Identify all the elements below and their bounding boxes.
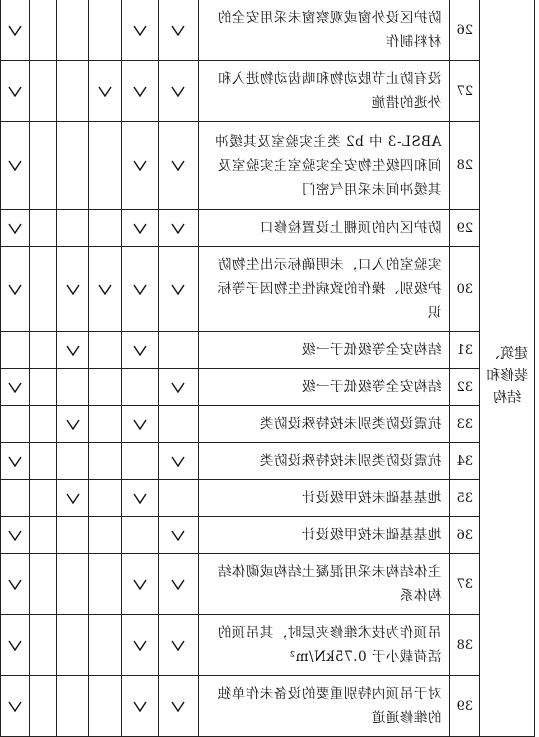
level-check-cell [1,247,30,332]
checkmark-icon [8,283,22,295]
table-row [1,443,535,480]
checkmark-icon [172,639,186,651]
table-row [1,517,535,554]
level-check-cell [89,247,122,332]
table-row [1,554,535,615]
level-check-cell [56,369,89,406]
checkmark-icon [8,578,22,590]
level-check-cell [56,554,89,615]
level-check-cell [122,615,159,676]
level-check-cell [56,443,89,480]
level-check-cell [29,210,56,247]
item-number: 35 [450,480,480,517]
checkmark-icon [8,159,22,171]
level-check-cell [159,406,199,443]
category-label: 装修和 [486,368,529,384]
level-check-cell [89,480,122,517]
level-check-cell [29,554,56,615]
level-check-cell [89,615,122,676]
level-check-cell [89,122,122,210]
level-check-cell [1,406,30,443]
level-check-cell [1,0,30,61]
checkmark-icon [8,455,22,467]
level-check-cell [122,61,159,122]
level-check-cell [56,210,89,247]
item-number: 39 [450,676,480,737]
level-check-cell [89,332,122,369]
level-check-cell [159,247,199,332]
level-check-cell [159,0,199,61]
table-row [1,0,535,61]
item-description: 防护区设外窗或观察窗未采用安全的材料制作 [198,0,450,61]
level-check-cell [1,369,30,406]
level-check-cell [29,122,56,210]
item-number: 29 [450,210,480,247]
checkmark-icon [8,24,22,36]
checkmark-icon [8,381,22,393]
checkmark-icon [133,24,147,36]
level-check-cell [56,517,89,554]
level-check-cell [1,554,30,615]
table-row [1,210,535,247]
checkmark-icon [8,85,22,97]
checkmark-icon [66,418,80,430]
item-number: 28 [450,122,480,210]
level-check-cell [159,122,199,210]
level-check-cell [1,615,30,676]
checkmark-icon [133,700,147,712]
level-check-cell [122,0,159,61]
checkmark-icon [133,578,147,590]
level-check-cell [89,61,122,122]
level-check-cell [56,332,89,369]
level-check-cell [29,517,56,554]
item-description: 结构安全等级低于一级 [198,369,450,406]
level-check-cell [159,332,199,369]
item-number: 33 [450,406,480,443]
checkmark-icon [66,283,80,295]
level-check-cell [56,0,89,61]
table-row [1,122,535,210]
level-check-cell [56,615,89,676]
checkmark-icon [172,578,186,590]
checkmark-icon [133,222,147,234]
checkmark-icon [172,529,186,541]
table-row [1,615,535,676]
item-description: 没有防止节肢动物和啮齿动物进入和外逃的措施 [198,61,450,122]
level-check-cell [159,676,199,737]
item-description: 地基基础未按甲级设计 [198,480,450,517]
level-check-cell [122,122,159,210]
level-check-cell [159,480,199,517]
level-check-cell [29,406,56,443]
item-number: 37 [450,554,480,615]
level-check-cell [89,554,122,615]
level-check-cell [56,61,89,122]
table-row [1,480,535,517]
category-cell [480,0,535,737]
level-check-cell [159,210,199,247]
level-check-cell [89,0,122,61]
level-check-cell [56,247,89,332]
checkmark-icon [8,529,22,541]
item-description: 抗震设防类别未按特殊设防类 [198,406,450,443]
item-number: 32 [450,369,480,406]
level-check-cell [122,332,159,369]
checkmark-icon [133,283,147,295]
level-check-cell [1,517,30,554]
level-check-cell [29,443,56,480]
level-check-cell [89,443,122,480]
checkmark-icon [8,700,22,712]
checkmark-icon [172,455,186,467]
level-check-cell [122,247,159,332]
level-check-cell [56,480,89,517]
item-description: 抗震设防类别未按特殊设防类 [198,443,450,480]
checkmark-icon [172,24,186,36]
item-description: 地基基础未按甲级设计 [198,517,450,554]
checkmark-icon [172,700,186,712]
checkmark-icon [133,639,147,651]
level-check-cell [122,406,159,443]
table-row [1,332,535,369]
item-description: 结构安全等级低于一级 [198,332,450,369]
level-check-cell [1,676,30,737]
item-number: 30 [450,247,480,332]
level-check-cell [29,0,56,61]
level-check-cell [122,480,159,517]
checkmark-icon [8,639,22,651]
item-number: 34 [450,443,480,480]
level-check-cell [29,480,56,517]
item-number: 31 [450,332,480,369]
category-label: 结构 [493,390,522,406]
checkmark-icon [66,492,80,504]
level-check-cell [1,61,30,122]
checkmark-icon [172,381,186,393]
checkmark-icon [133,492,147,504]
level-check-cell [159,61,199,122]
level-check-cell [89,676,122,737]
item-description: 对于吊顶内特别重要的设备未作单独的维修通道 [198,676,450,737]
checkmark-icon [172,85,186,97]
checkmark-icon [172,159,186,171]
item-number: 38 [450,615,480,676]
level-check-cell [1,210,30,247]
item-number: 27 [450,61,480,122]
checkmark-icon [133,159,147,171]
checkmark-icon [172,283,186,295]
level-check-cell [1,332,30,369]
table-row [1,369,535,406]
checkmark-icon [8,222,22,234]
checkmark-icon [133,344,147,356]
level-check-cell [56,676,89,737]
level-check-cell [122,517,159,554]
item-number: 36 [450,517,480,554]
table-row [1,676,535,737]
item-description: 实验室的入口，未明确标示出生物防护级别、操作的致病性生物因子等标识 [198,247,450,332]
level-check-cell [159,369,199,406]
level-check-cell [159,517,199,554]
level-check-cell [122,676,159,737]
table-row [1,406,535,443]
level-check-cell [89,406,122,443]
checkmark-icon [66,344,80,356]
table-row [1,61,535,122]
level-check-cell [29,332,56,369]
checkmark-icon [172,222,186,234]
item-description: ABSL-3 中 b2 类主实验室及其缓冲间和四级生物安全实验室主实验室及其缓冲间未采用气密门 [198,122,450,210]
item-description: 主体结构未采用混凝土结构或砌体结构体系 [198,554,450,615]
category-label: 建筑、 [486,346,529,362]
level-check-cell [122,554,159,615]
level-check-cell [29,61,56,122]
level-check-cell [1,443,30,480]
item-number: 26 [450,0,480,61]
level-check-cell [56,122,89,210]
level-check-cell [159,554,199,615]
checkmark-icon [98,283,112,295]
checkmark-icon [98,85,112,97]
item-description: 防护区内的顶棚上设置检修口 [198,210,450,247]
item-description: 吊顶作为技术维修夹层时，其吊顶的活荷载小于 0.75kN/m² [198,615,450,676]
level-check-cell [89,369,122,406]
level-check-cell [29,615,56,676]
level-check-cell [29,676,56,737]
checkmark-icon [133,85,147,97]
level-check-cell [29,247,56,332]
level-check-cell [159,443,199,480]
level-check-cell [56,406,89,443]
table-row [1,247,535,332]
checkmark-icon [133,418,147,430]
level-check-cell [122,443,159,480]
level-check-cell [89,517,122,554]
level-check-cell [159,615,199,676]
level-check-cell [122,210,159,247]
level-check-cell [89,210,122,247]
level-check-cell [122,369,159,406]
level-check-cell [1,122,30,210]
level-check-cell [1,480,30,517]
level-check-cell [29,369,56,406]
